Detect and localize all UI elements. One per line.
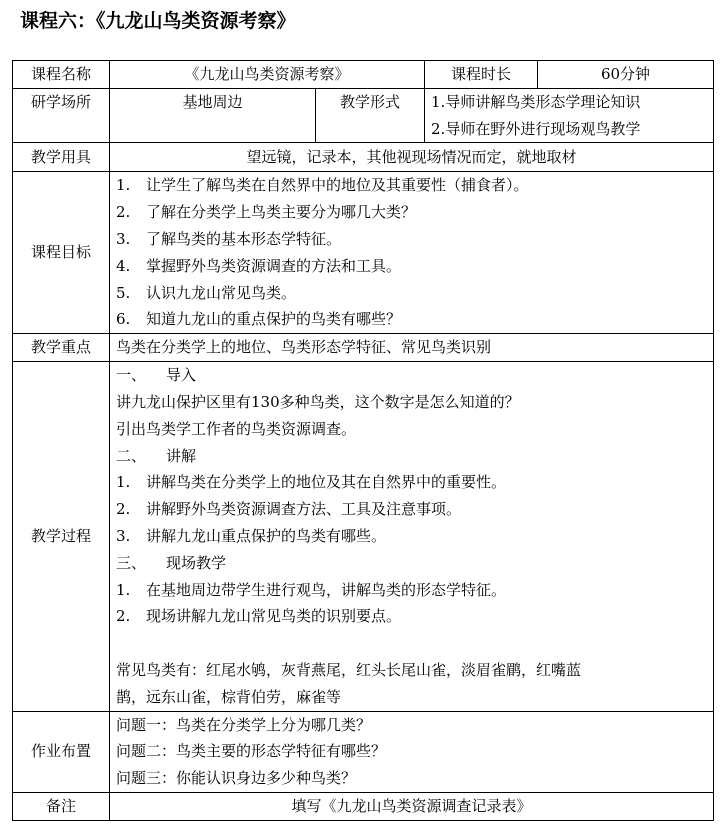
row-remarks (13, 792, 714, 820)
teaching-form-value (425, 88, 714, 143)
process-content (110, 362, 714, 711)
goal-item: 2. 了解在分类学上鸟类主要分为哪几大类？ (116, 203, 417, 222)
tools-label: 教学用具 (13, 143, 110, 172)
duration-value: 60分钟 (538, 61, 714, 89)
process-label: 教学过程 (13, 362, 110, 711)
process-text: 讲九龙山保护区里有130多种鸟类，这个数字是怎么知道的？ (116, 392, 520, 411)
remarks-value: 填写《九龙山鸟类资源调查记录表》 (110, 792, 714, 820)
row-homework (13, 711, 714, 792)
teaching-form-item: 1.导师讲解鸟类形态学理论知识 (431, 92, 641, 111)
course-plan-table (12, 60, 714, 821)
teaching-form-item: 2.导师在野外进行现场观鸟教学 (431, 119, 641, 138)
process-text: 引出鸟类学工作者的鸟类资源调查。 (116, 419, 357, 438)
homework-list (110, 711, 714, 792)
course-name-label: 课程名称 (13, 61, 110, 89)
row-tools (13, 143, 714, 172)
row-course-name (13, 61, 714, 89)
goal-item: 3. 了解鸟类的基本形态学特征。 (116, 229, 342, 248)
focus-value: 鸟类在分类学上的地位、鸟类形态学特征、常见鸟类识别 (110, 334, 714, 362)
process-section-heading: 三、 现场教学 (116, 553, 227, 572)
focus-label: 教学重点 (13, 334, 110, 362)
row-focus (13, 334, 714, 362)
homework-question: 问题三：你能认识身边多少种鸟类？ (116, 769, 357, 788)
goal-item: 6. 知道九龙山的重点保护的鸟类有哪些？ (116, 310, 402, 329)
homework-question: 问题二：鸟类主要的形态学特征有哪些？ (116, 742, 387, 761)
process-item: 1. 讲解鸟类在分类学上的地位及其在自然界中的重要性。 (116, 473, 507, 492)
teaching-form-label: 教学形式 (316, 88, 425, 143)
process-item: 2. 现场讲解九龙山常见鸟类的识别要点。 (116, 607, 402, 626)
goal-item: 4. 掌握野外鸟类资源调查的方法和工具。 (116, 256, 402, 275)
homework-question: 问题一：鸟类在分类学上分为哪几类？ (116, 715, 372, 734)
page-title: 课程六：《九龙山鸟类资源考察》 (20, 10, 296, 32)
goal-item: 5. 认识九龙山常见鸟类。 (116, 283, 297, 302)
process-item: 2. 讲解野外鸟类资源调查方法、工具及注意事项。 (116, 500, 462, 519)
process-item: 3. 讲解九龙山重点保护的鸟类有哪些。 (116, 526, 387, 545)
remarks-label: 备注 (13, 792, 110, 820)
row-venue (13, 88, 714, 143)
goals-label: 课程目标 (13, 172, 110, 334)
common-birds-text: 常见鸟类有：红尾水鸲，灰背燕尾，红头长尾山雀，淡眉雀鹛，红嘴蓝 (116, 660, 582, 679)
homework-label: 作业布置 (13, 711, 110, 792)
duration-label: 课程时长 (425, 61, 538, 89)
goals-list (110, 172, 714, 334)
process-section-heading: 一、 导入 (116, 366, 197, 385)
venue-label: 研学场所 (13, 88, 110, 143)
row-goals (13, 172, 714, 334)
row-process (13, 362, 714, 711)
course-name-value: 《九龙山鸟类资源考察》 (110, 61, 425, 89)
process-item: 1. 在基地周边带学生进行观鸟，讲解鸟类的形态学特征。 (116, 580, 507, 599)
blank-line (116, 630, 707, 657)
tools-value: 望远镜，记录本，其他视现场情况而定，就地取材 (110, 143, 714, 172)
venue-value: 基地周边 (110, 88, 316, 143)
process-section-heading: 二、 讲解 (116, 446, 197, 465)
common-birds-text: 鹊，远东山雀，棕背伯劳，麻雀等 (116, 687, 342, 706)
goal-item: 1. 让学生了解鸟类在自然界中的地位及其重要性（捕食者）。 (116, 176, 529, 195)
